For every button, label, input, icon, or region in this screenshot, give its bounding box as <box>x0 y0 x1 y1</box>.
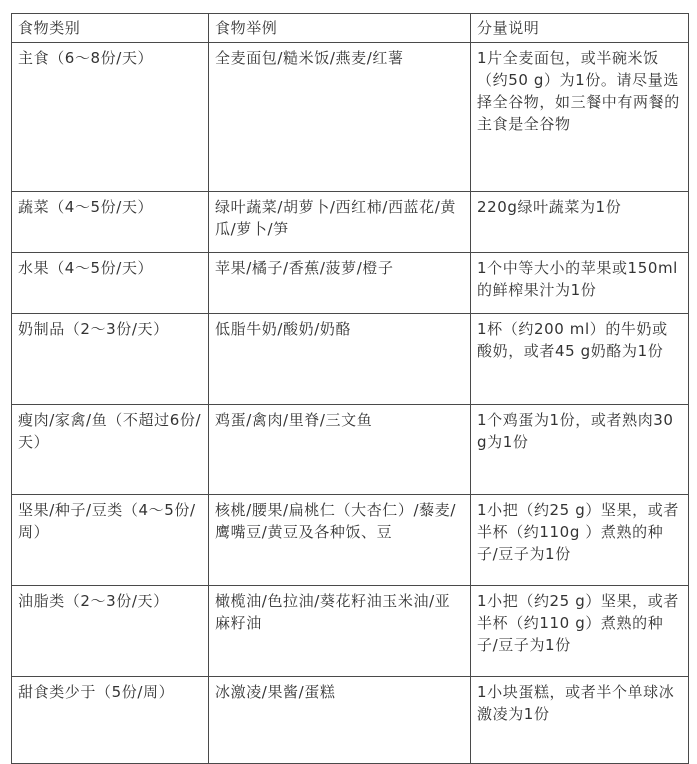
table-row <box>12 495 689 586</box>
header-category: 食物类别 <box>12 14 209 43</box>
row-portion: 220g绿叶蔬菜为1份 <box>471 192 689 253</box>
row-category: 水果（4～5份/天） <box>12 253 209 314</box>
row-portion: 1杯（约200 ml）的牛奶或酸奶，或者45 g奶酪为1份 <box>471 314 689 405</box>
row-category: 奶制品（2～3份/天） <box>12 314 209 405</box>
row-examples: 核桃/腰果/扁桃仁（大杏仁）/藜麦/鹰嘴豆/黄豆及各种饭、豆 <box>209 495 471 586</box>
row-category: 蔬菜（4～5份/天） <box>12 192 209 253</box>
food-serving-table <box>11 13 689 764</box>
row-portion: 1小把（约25 g）坚果，或者半杯（约110 g）煮熟的种子/豆子为1份 <box>471 586 689 677</box>
row-portion: 1个鸡蛋为1份，或者熟肉30 g为1份 <box>471 405 689 495</box>
row-examples: 橄榄油/色拉油/葵花籽油玉米油/亚麻籽油 <box>209 586 471 677</box>
row-portion: 1个中等大小的苹果或150ml的鲜榨果汁为1份 <box>471 253 689 314</box>
row-examples: 冰激凌/果酱/蛋糕 <box>209 677 471 764</box>
row-category: 主食（6～8份/天） <box>12 43 209 192</box>
row-portion: 1小把（约25 g）坚果，或者半杯（约110g ）煮熟的种子/豆子为1份 <box>471 495 689 586</box>
row-examples: 苹果/橘子/香蕉/菠萝/橙子 <box>209 253 471 314</box>
table-row <box>12 253 689 314</box>
row-examples: 鸡蛋/禽肉/里脊/三文鱼 <box>209 405 471 495</box>
row-category: 坚果/种子/豆类（4～5份/周） <box>12 495 209 586</box>
table-row <box>12 405 689 495</box>
table-row <box>12 43 689 192</box>
header-row <box>12 14 689 43</box>
table-row <box>12 586 689 677</box>
header-portion: 分量说明 <box>471 14 689 43</box>
row-category: 瘦肉/家禽/鱼（不超过6份/天） <box>12 405 209 495</box>
row-examples: 绿叶蔬菜/胡萝卜/西红柿/西蓝花/黄瓜/萝卜/笋 <box>209 192 471 253</box>
row-portion: 1片全麦面包，或半碗米饭（约50 g）为1份。请尽量选择全谷物，如三餐中有两餐的主食是全谷物 <box>471 43 689 192</box>
row-examples: 低脂牛奶/酸奶/奶酪 <box>209 314 471 405</box>
row-portion: 1小块蛋糕，或者半个单球冰激凌为1份 <box>471 677 689 764</box>
row-examples: 全麦面包/糙米饭/燕麦/红薯 <box>209 43 471 192</box>
row-category: 甜食类少于（5份/周） <box>12 677 209 764</box>
header-examples: 食物举例 <box>209 14 471 43</box>
table-row <box>12 677 689 764</box>
table-row <box>12 192 689 253</box>
table-row <box>12 314 689 405</box>
row-category: 油脂类（2～3份/天） <box>12 586 209 677</box>
